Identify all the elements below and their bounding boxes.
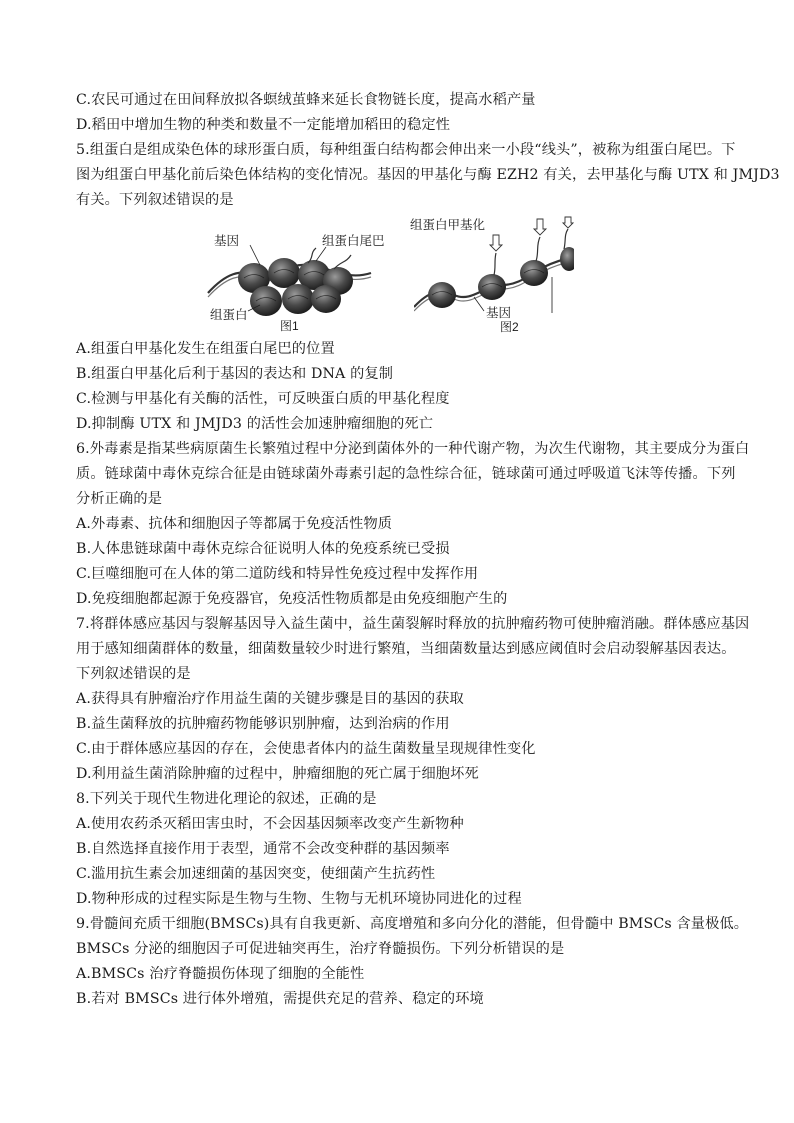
figure-2 bbox=[410, 215, 574, 334]
q9-option-a: A.BMSCs 治疗脊髓损伤体现了细胞的全能性 bbox=[76, 966, 365, 982]
fig2-gene-label: 基因 bbox=[486, 306, 512, 320]
question-5 bbox=[76, 138, 780, 437]
q5-option-b: B.组蛋白甲基化后利于基因的表达和 DNA 的复制 bbox=[76, 366, 394, 382]
q8-option-a: A.使用农药杀灭稻田害虫时，不会因基因频率改变产生新物种 bbox=[76, 816, 464, 832]
q9-stem-line: 9.骨髓间充质干细胞(BMSCs)具有自我更新、高度增殖和多向分化的潜能，但骨髓中 BMSCs 含量极低。 bbox=[76, 916, 749, 932]
q5-option-d: D.抑制酶 UTX 和 JMJD3 的活性会加速肿瘤细胞的死亡 bbox=[76, 416, 434, 432]
q6-stem-line: 6.外毒素是指某些病原菌生长繁殖过程中分泌到菌体外的一种代谢产物，为次生代谢物，其主要成分为蛋白 bbox=[76, 441, 750, 457]
q5-stem-line: 图为组蛋白甲基化前后染色体结构的变化情况。基因的甲基化与酶 EZH2 有关，去甲基化与酶 UTX 和 JMJD3 bbox=[76, 167, 780, 183]
q5-stem-line: 有关。下列叙述错误的是 bbox=[76, 192, 234, 208]
q7-stem-line: 下列叙述错误的是 bbox=[76, 666, 191, 682]
q7-stem-line: 7.将群体感应基因与裂解基因导入益生菌中，益生菌裂解时释放的抗肿瘤药物可使肿瘤消融。群体感应基因 bbox=[76, 616, 750, 632]
q8-stem-line: 8.下列关于现代生物进化理论的叙述，正确的是 bbox=[76, 791, 377, 807]
fig2-methylation-label: 组蛋白甲基化 bbox=[410, 218, 486, 232]
q8-option-d: D.物种形成的过程实际是生物与生物、生物与无机环境协同进化的过程 bbox=[76, 891, 522, 907]
fig2-caption: 图2 bbox=[500, 320, 519, 334]
q5-figures bbox=[76, 215, 726, 333]
question-8 bbox=[76, 787, 726, 912]
q8-option-c: C.滥用抗生素会加速细菌的基因突变，使细菌产生抗药性 bbox=[76, 866, 436, 882]
figure-1 bbox=[206, 233, 396, 333]
q6-option-b: B.人体患链球菌中毒休克综合征说明人体的免疫系统已受损 bbox=[76, 541, 450, 557]
q7-option-a: A.获得具有肿瘤治疗作用益生菌的关键步骤是目的基因的获取 bbox=[76, 691, 464, 707]
question-7 bbox=[76, 612, 750, 787]
fig1-gene-label: 基因 bbox=[214, 234, 240, 248]
q6-option-a: A.外毒素、抗体和细胞因子等都属于免疫活性物质 bbox=[76, 516, 393, 532]
q7-stem-line: 用于感知细菌群体的数量，细菌数量较少时进行繁殖，当细菌数量达到感应阈值时会启动裂解基因表达。 bbox=[76, 641, 736, 657]
q6-stem-line: 质。链球菌中毒休克综合征是由链球菌外毒素引起的急性综合征，链球菌可通过呼吸道飞沫等传播。下列 bbox=[76, 466, 736, 482]
q5-stem-line: 5.组蛋白是组成染色体的球形蛋白质，每种组蛋白结构都会伸出来一小段“线头”，被称为组蛋白尾巴。下 bbox=[76, 142, 736, 158]
q4-option-d: D.稻田中增加生物的种类和数量不一定能增加稻田的稳定性 bbox=[76, 117, 451, 133]
q6-option-c: C.巨噬细胞可在人体的第二道防线和特异性免疫过程中发挥作用 bbox=[76, 566, 479, 582]
q9-stem-line: BMSCs 分泌的细胞因子可促进轴突再生，治疗脊髓损伤。下列分析错误的是 bbox=[76, 941, 565, 957]
q9-option-b: B.若对 BMSCs 进行体外增殖，需提供充足的营养、稳定的环境 bbox=[76, 991, 484, 1007]
q7-option-d: D.利用益生菌消除肿瘤的过程中，肿瘤细胞的死亡属于细胞坏死 bbox=[76, 766, 479, 782]
q8-option-b: B.自然选择直接作用于表型，通常不会改变种群的基因频率 bbox=[76, 841, 450, 857]
fig1-histone-label: 组蛋白 bbox=[210, 308, 248, 322]
q6-option-d: D.免疫细胞都起源于免疫器官，免疫活性物质都是由免疫细胞产生的 bbox=[76, 591, 508, 607]
question-9 bbox=[76, 912, 749, 1012]
q4-option-c: C.农民可通过在田间释放拟各螟绒茧蜂来延长食物链长度，提高水稻产量 bbox=[76, 92, 536, 108]
q6-stem-line: 分析正确的是 bbox=[76, 491, 163, 507]
fig1-tail-label: 组蛋白尾巴 bbox=[322, 234, 385, 248]
q7-option-c: C.由于群体感应基因的存在，会使患者体内的益生菌数量呈现规律性变化 bbox=[76, 741, 536, 757]
page-content bbox=[76, 88, 780, 1012]
question-6 bbox=[76, 437, 750, 612]
q5-option-a: A.组蛋白甲基化发生在组蛋白尾巴的位置 bbox=[76, 341, 335, 357]
fig1-caption: 图1 bbox=[280, 319, 299, 333]
q7-option-b: B.益生菌释放的抗肿瘤药物能够识别肿瘤，达到治病的作用 bbox=[76, 716, 450, 732]
q5-option-c: C.检测与甲基化有关酶的活性，可反映蛋白质的甲基化程度 bbox=[76, 391, 450, 407]
